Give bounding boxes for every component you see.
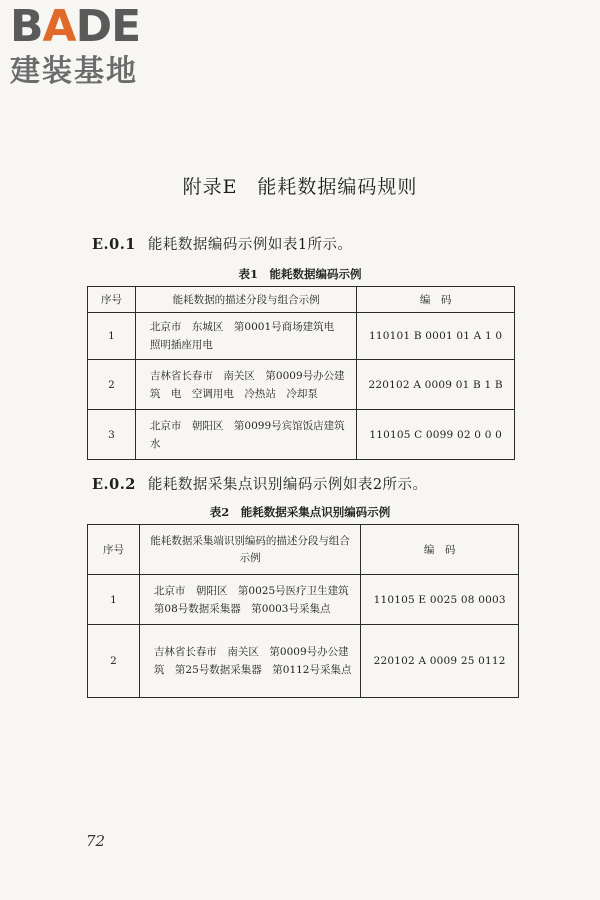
row-desc: 北京市 朝阳区 第0099号宾馆饭店建筑 水: [135, 410, 356, 460]
appendix-title: 附录E 能耗数据编码规则: [182, 176, 418, 198]
row-code: 110105 E 0025 08 0003: [361, 575, 519, 625]
logo-subtitle: 建装基地: [10, 54, 138, 89]
header-sn: 序号: [88, 525, 140, 575]
row-code: 220102 A 0009 25 0112: [361, 625, 519, 698]
row-desc: 北京市 朝阳区 第0025号医疗卫生建筑 第08号数据采集器 第0003号采集点: [139, 575, 360, 625]
bade-logo: [10, 1, 180, 94]
row-code: 220102 A 0009 01 B 1 B: [357, 360, 515, 410]
clause-e01: [92, 233, 353, 254]
header-desc: 能耗数据的描述分段与组合示例: [135, 287, 356, 313]
table2-caption: 表2 能耗数据采集点识别编码示例: [209, 505, 391, 519]
table-row: [88, 625, 519, 698]
row-sn: 2: [88, 360, 136, 410]
table-header-row: [88, 525, 519, 575]
header-code: 编 码: [361, 525, 519, 575]
table1: [87, 286, 515, 460]
row-desc: 北京市 东城区 第0001号商场建筑电 照明插座用电: [135, 313, 356, 360]
row-sn: 3: [88, 410, 136, 460]
table-row: [88, 313, 515, 360]
table-header-row: [88, 287, 515, 313]
clause-e02: [92, 473, 428, 494]
row-code: 110105 C 0099 02 0 0 0: [357, 410, 515, 460]
clause-text: 能耗数据编码示例如表1所示。: [147, 237, 353, 253]
clause-number: E.0.2: [92, 476, 136, 493]
clause-text: 能耗数据采集点识别编码示例如表2所示。: [147, 477, 428, 493]
row-sn: 2: [88, 625, 140, 698]
table-row: [88, 360, 515, 410]
page-number: 72: [86, 832, 106, 850]
row-sn: 1: [88, 575, 140, 625]
table2: [87, 524, 519, 698]
clause-number: E.0.1: [92, 236, 136, 253]
table1-caption: 表1 能耗数据编码示例: [238, 267, 362, 281]
header-desc: 能耗数据采集端识别编码的描述分段与组合示例: [139, 525, 360, 575]
table-row: [88, 410, 515, 460]
logo-wordmark: BADE: [10, 1, 141, 52]
row-sn: 1: [88, 313, 136, 360]
header-code: 编 码: [357, 287, 515, 313]
row-desc: 吉林省长春市 南关区 第0009号办公建筑 电 空调用电 冷热站 冷却泵: [135, 360, 356, 410]
row-desc: 吉林省长春市 南关区 第0009号办公建筑 第25号数据采集器 第0112号采集点: [139, 625, 360, 698]
header-sn: 序号: [88, 287, 136, 313]
row-code: 110101 B 0001 01 A 1 0: [357, 313, 515, 360]
table-row: [88, 575, 519, 625]
